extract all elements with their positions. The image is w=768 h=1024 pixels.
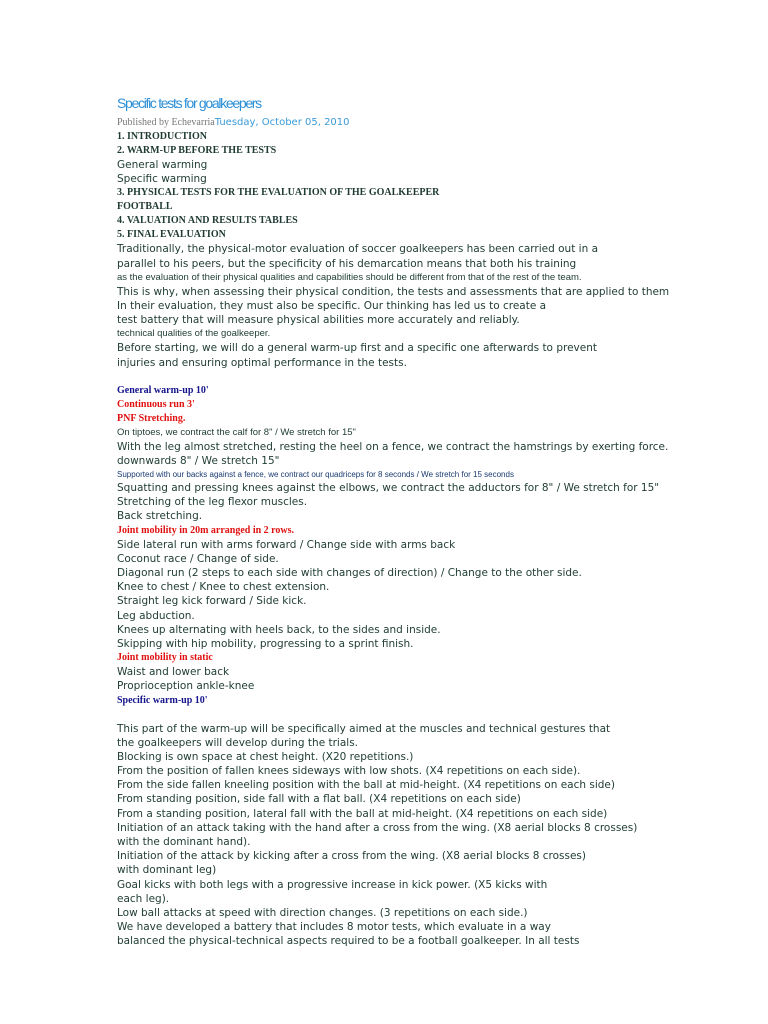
text-line: injuries and ensuring optimal performance in the tests.: [117, 356, 407, 369]
text-line: technical qualities of the goalkeeper.: [117, 328, 271, 340]
text-line: Initiation of the attack by kicking after a cross from the wing. (X8 aerial blocks 8 crosses): [117, 850, 586, 863]
section-heading: 2. WARM-UP BEFORE THE TESTS: [117, 145, 277, 156]
text-line: with dominant leg): [117, 864, 217, 877]
text-line: Specific warming: [117, 173, 207, 186]
text-line: Traditionally, the physical-motor evaluation of soccer goalkeepers has been carried out in a: [117, 243, 599, 256]
text-line: balanced the physical-technical aspects required to be a football goalkeeper. In all tests: [117, 935, 580, 948]
text-line: Initiation of an attack taking with the hand after a cross from the wing. (X8 aerial blocks 8 crosses): [117, 821, 638, 834]
red-subheading: PNF Stretching.: [117, 412, 186, 424]
text-line: Skipping with hip mobility, progressing to a sprint finish.: [117, 637, 414, 650]
text-line: Leg abduction.: [117, 609, 195, 622]
section-heading: 4. VALUATION AND RESULTS TABLES: [117, 215, 298, 227]
subheading: Specific warm-up 10': [117, 694, 208, 706]
text-line: Straight leg kick forward / Side kick.: [117, 595, 307, 608]
text-line: This is why, when assessing their physical condition, the tests and assessments that are applied to them: [117, 285, 670, 298]
text-line: Low ball attacks at speed with direction changes. (3 repetitions on each side.): [117, 906, 528, 919]
text-line: Goal kicks with both legs with a progressive increase in kick power. (X5 kicks with: [117, 878, 548, 891]
text-line: the goalkeepers will develop during the trials.: [117, 736, 358, 749]
spacer: [117, 370, 757, 384]
section-heading: FOOTBALL: [117, 201, 173, 213]
text-line: parallel to his peers, but the specificity of his demarcation means that both his training: [117, 257, 577, 270]
text-line: Back stretching.: [117, 510, 203, 523]
text-line: Blocking is own space at chest height. (X20 repetitions.): [117, 750, 414, 763]
text-line: as the evaluation of their physical qualities and capabilities should be different from that of the rest of the team.: [117, 271, 582, 283]
text-line: with the dominant hand).: [117, 836, 251, 848]
text-line: downwards 8" / We stretch 15": [117, 454, 280, 467]
text-line: From a standing position, lateral fall with the ball at mid-height. (X4 repetitions on each side): [117, 807, 608, 820]
red-subheading: Joint mobility in 20m arranged in 2 rows.: [117, 524, 295, 536]
text-line: Supported with our backs against a fence, we contract our quadriceps for 8 seconds / We stretch for 15 seconds: [117, 470, 514, 480]
text-line: Side lateral run with arms forward / Change side with arms back: [117, 538, 456, 551]
text-line: On tiptoes, we contract the calf for 8" / We stretch for 15": [117, 426, 356, 438]
text-line: From standing position, side fall with a flat ball. (X4 repetitions on each side): [117, 793, 521, 806]
text-line: With the leg almost stretched, resting the heel on a fence, we contract the hamstrings by exerting force.: [117, 440, 669, 453]
text-line: Knee to chest / Knee to chest extension.: [117, 581, 330, 594]
text-line: Diagonal run (2 steps to each side with changes of direction) / Change to the other side.: [117, 567, 582, 579]
section-heading: 1. INTRODUCTION: [117, 131, 208, 142]
text-line: Stretching of the leg flexor muscles.: [117, 496, 308, 509]
red-subheading: Continuous run 3': [117, 398, 195, 410]
text-line: each leg).: [117, 892, 170, 905]
spacer: [117, 708, 757, 722]
text-line: Before starting, we will do a general warm-up first and a specific one afterwards to prevent: [117, 342, 597, 355]
text-line: This part of the warm-up will be specifically aimed at the muscles and technical gestures that: [117, 722, 611, 735]
article-content: [117, 130, 757, 949]
text-line: Waist and lower back: [117, 666, 230, 679]
text-line: Proprioception ankle-knee: [117, 680, 255, 693]
text-line: test battery that will measure physical abilities more accurately and reliably.: [117, 314, 520, 327]
text-line: We have developed a battery that includes 8 motor tests, which evaluate in a way: [117, 921, 551, 934]
text-line: In their evaluation, they must also be specific. Our thinking has led us to create a: [117, 299, 547, 312]
red-subheading: Joint mobility in static: [117, 652, 213, 664]
article-body: [117, 94, 757, 949]
byline: [117, 116, 757, 130]
text-line: General warming: [117, 159, 208, 171]
text-line: From the side fallen kneeling position with the ball at mid-height. (X4 repetitions on each side): [117, 779, 615, 792]
text-line: Coconut race / Change of side.: [117, 552, 279, 565]
text-line: Knees up alternating with heels back, to the sides and inside.: [117, 623, 441, 636]
byline-author: Published by Echevarria: [117, 117, 215, 128]
byline-date: Tuesday, October 05, 2010: [214, 117, 350, 128]
section-heading: 5. FINAL EVALUATION: [117, 229, 226, 241]
article-title[interactable]: Specific tests for goalkeepers: [117, 95, 261, 111]
section-heading: 3. PHYSICAL TESTS FOR THE EVALUATION OF THE GOALKEEPER: [117, 187, 440, 199]
text-line: From the position of fallen knees sideways with low shots. (X4 repetitions on each side).: [117, 765, 581, 778]
text-line: Squatting and pressing knees against the elbows, we contract the adductors for 8" / We stretch for 15": [117, 482, 660, 495]
subheading: General warm-up 10': [117, 384, 209, 396]
